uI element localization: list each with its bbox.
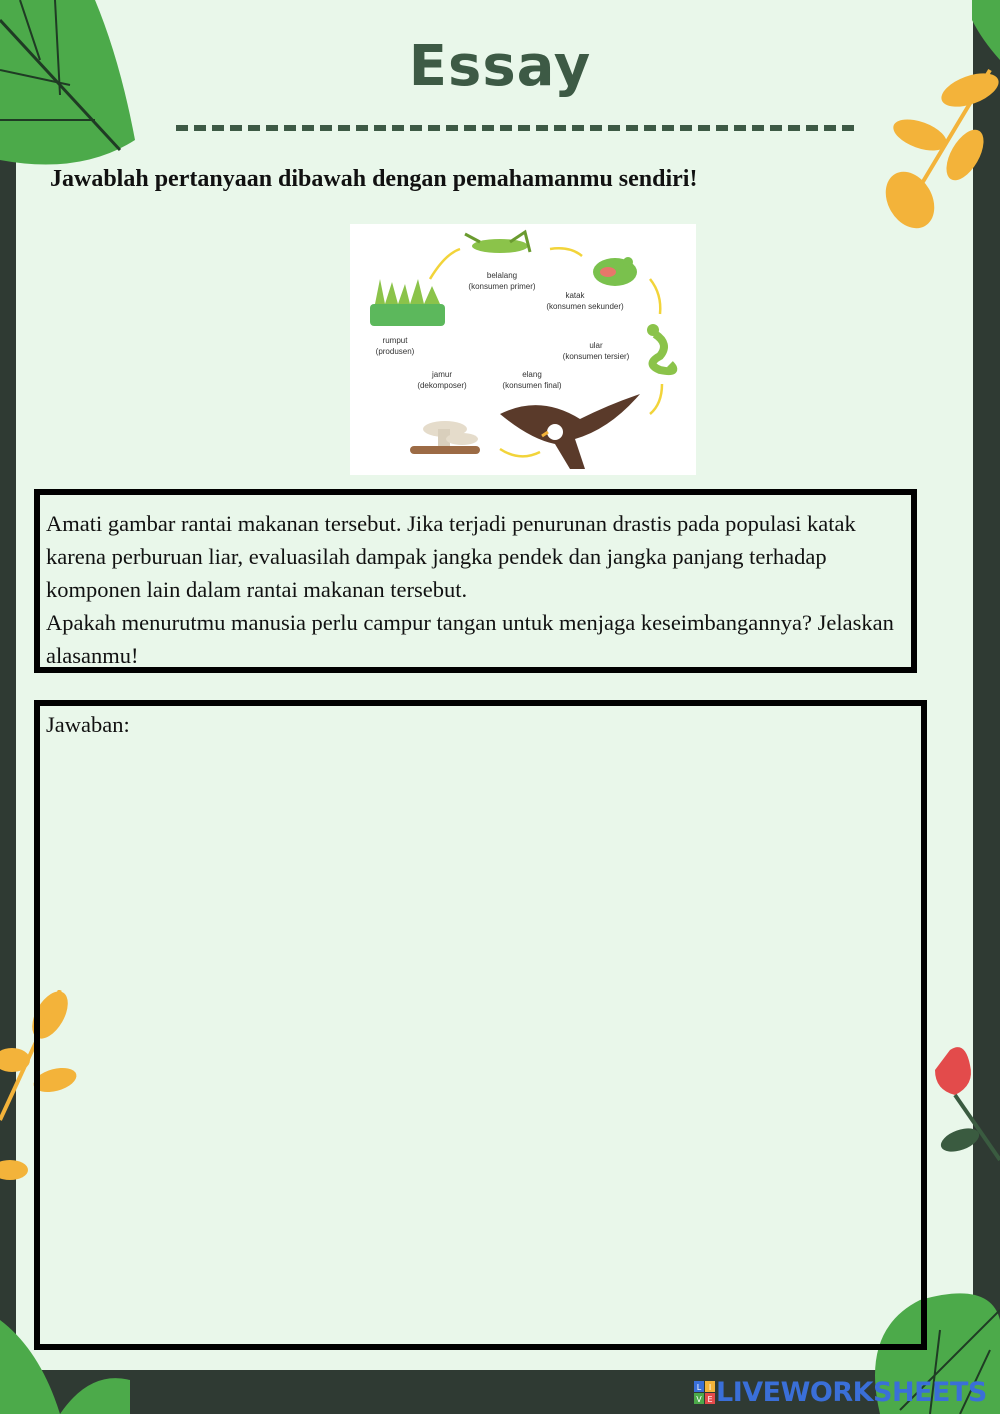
- liveworksheets-badge-icon: [694, 1381, 716, 1405]
- liveworksheets-logo: [694, 1377, 987, 1408]
- liveworksheets-logo-text: LIVEWORKSHEETS: [716, 1377, 987, 1408]
- svg-text:E: E: [707, 1394, 713, 1404]
- label-elang-role: (konsumen final): [502, 381, 562, 390]
- label-jamur: jamur: [431, 370, 453, 379]
- food-chain-diagram: [350, 224, 696, 475]
- label-belalang-role: (konsumen primer): [468, 282, 536, 291]
- svg-text:V: V: [696, 1394, 702, 1404]
- label-belalang: belalang: [486, 271, 518, 280]
- snake-icon: [647, 324, 673, 371]
- label-katak: katak: [565, 291, 585, 300]
- title-divider: [176, 125, 854, 131]
- svg-text:I: I: [708, 1382, 712, 1392]
- mushroom-icon: [410, 421, 480, 454]
- eagle-icon: [500, 394, 640, 469]
- answer-input[interactable]: [46, 750, 915, 1338]
- question-box: [34, 489, 917, 673]
- label-elang: elang: [522, 370, 542, 379]
- answer-label: Jawaban:: [46, 712, 130, 737]
- label-jamur-role: (dekomposer): [417, 381, 467, 390]
- answer-box: [34, 700, 927, 1350]
- label-rumput: rumput: [382, 336, 408, 345]
- instruction-text: Jawablah pertanyaan dibawah dengan pemahamanmu sendiri!: [50, 166, 698, 192]
- label-katak-role: (konsumen sekunder): [546, 302, 624, 311]
- question-paragraph-2: Apakah menurutmu manusia perlu campur tangan untuk menjaga keseimbangannya? Jelaskan alasanmu!: [46, 610, 894, 668]
- svg-text:L: L: [696, 1382, 702, 1392]
- question-paragraph-1: Amati gambar rantai makanan tersebut. Jika terjadi penurunan drastis pada populasi katak karena perburuan liar, evaluasilah dampak jangka pendek dan jangka panjang terhadap komponen lain dalam rantai makanan tersebut.: [46, 511, 856, 602]
- leaf-decoration-right: [972, 0, 1000, 1414]
- page-title: Essay: [408, 34, 592, 99]
- grass-icon: [370, 279, 445, 326]
- flower-decoration-right: [920, 1040, 1000, 1180]
- label-rumput-role: (produsen): [375, 347, 415, 356]
- label-ular-role: (konsumen tersier): [562, 352, 630, 361]
- frog-icon: [593, 257, 637, 286]
- label-ular: ular: [589, 341, 603, 350]
- grasshopper-icon: [465, 232, 530, 253]
